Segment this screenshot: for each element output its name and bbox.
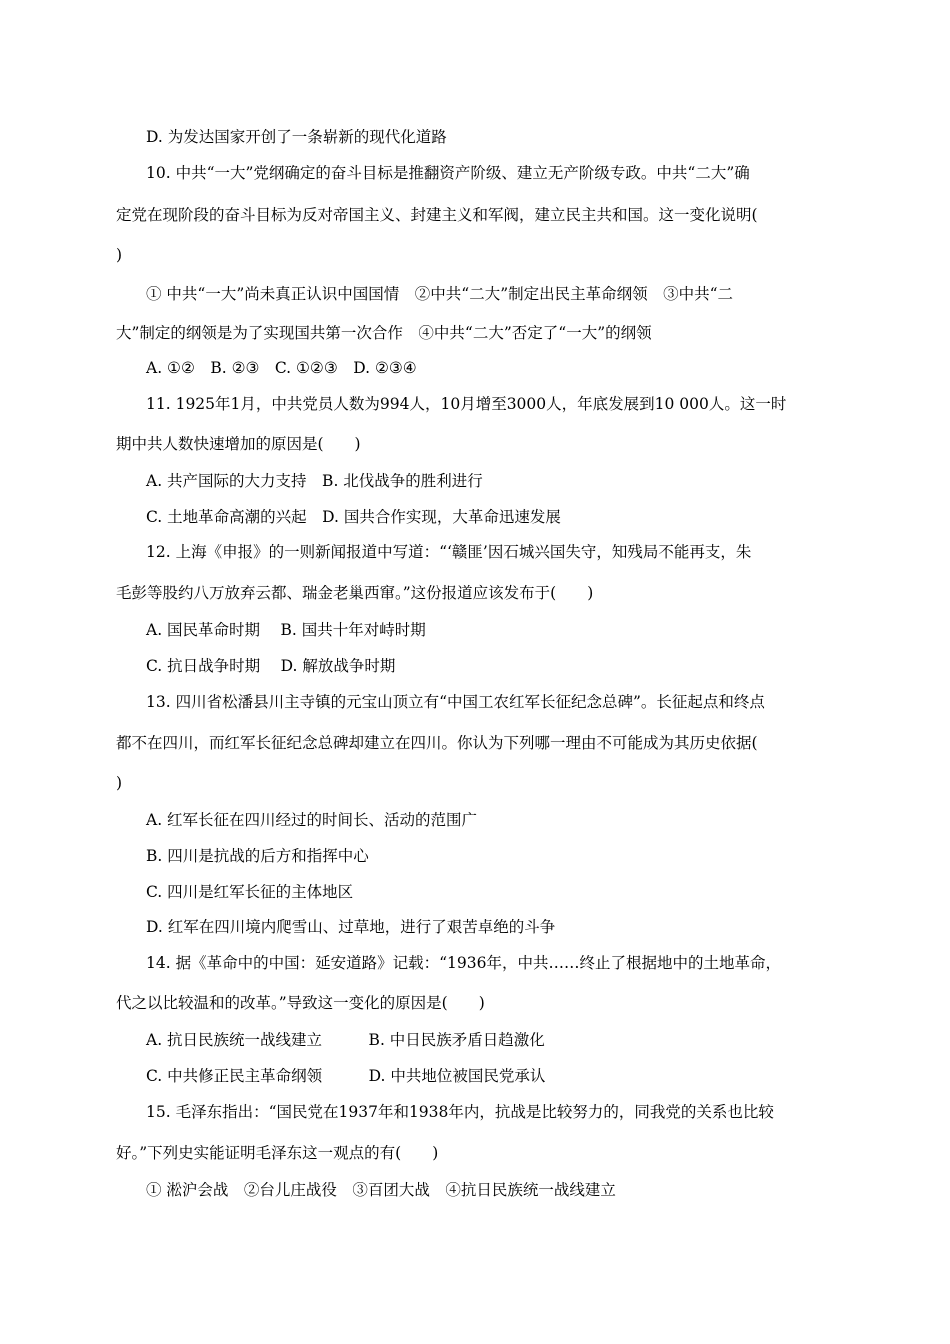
q10-stem-line-2: 定党在现阶段的奋斗目标为反对帝国主义、封建主义和军阀，建立民主共和国。这一变化说明( <box>116 206 758 224</box>
q13-option-d: D. 红军在四川境内爬雪山、过草地，进行了艰苦卓绝的斗争 <box>146 918 556 936</box>
q12-options-cd: C. 抗日战争时期 D. 解放战争时期 <box>146 657 396 675</box>
q13-option-c: C. 四川是红军长征的主体地区 <box>146 883 354 901</box>
q13-option-a: A. 红军长征在四川经过的时间长、活动的范围广 <box>146 811 478 829</box>
q15-stem-line-2: 好。”下列史实能证明毛泽东这一观点的有( ) <box>116 1144 439 1162</box>
q12-stem-line-1: 12. 上海《申报》的一则新闻报道中写道：“‘赣匪’因石城兴国失守，知残局不能再支，朱 <box>146 543 752 561</box>
q15-statements: ① 淞沪会战 ②台儿庄战役 ③百团大战 ④抗日民族统一战线建立 <box>146 1181 616 1199</box>
q13-stem-line-3: ) <box>116 774 123 792</box>
q10-options: A. ①② B. ②③ C. ①②③ D. ②③④ <box>146 359 417 377</box>
q11-stem-line-2: 期中共人数快速增加的原因是( ) <box>116 435 361 453</box>
q10-stem-line-1: 10. 中共“一大”党纲确定的奋斗目标是推翻资产阶级、建立无产阶级专政。中共“二大”确 <box>146 164 750 182</box>
q12-options-ab: A. 国民革命时期 B. 国共十年对峙时期 <box>146 621 426 639</box>
q13-option-b: B. 四川是抗战的后方和指挥中心 <box>146 847 369 865</box>
q13-stem-line-2: 都不在四川，而红军长征纪念总碑却建立在四川。你认为下列哪一理由不可能成为其历史依据( <box>116 734 758 752</box>
q14-stem-line-2: 代之以比较温和的改革。”导致这一变化的原因是( ) <box>116 994 485 1012</box>
q13-stem-line-1: 13. 四川省松潘县川主寺镇的元宝山顶立有“中国工农红军长征纪念总碑”。长征起点和终点 <box>146 693 765 711</box>
q12-stem-line-2: 毛彭等股约八万放弃云都、瑞金老巢西窜。”这份报道应该发布于( ) <box>116 584 594 602</box>
q15-stem-line-1: 15. 毛泽东指出：“国民党在1937年和1938年内，抗战是比较努力的，同我党的关系也比较 <box>146 1103 774 1121</box>
q14-stem-line-1: 14. 据《革命中的中国：延安道路》记载：“1936年，中共……终止了根据地中的土地革命， <box>146 954 781 972</box>
q14-options-ab: A. 抗日民族统一战线建立 B. 中日民族矛盾日趋激化 <box>146 1031 545 1049</box>
q11-stem-line-1: 11. 1925年1月，中共党员人数为994人，10月增至3000人，年底发展到10 000人。这一时 <box>146 395 787 413</box>
q9-option-d: D. 为发达国家开创了一条崭新的现代化道路 <box>146 128 447 146</box>
q14-options-cd: C. 中共修正民主革命纲领 D. 中共地位被国民党承认 <box>146 1067 546 1085</box>
q11-options-ab: A. 共产国际的大力支持 B. 北伐战争的胜利进行 <box>146 472 483 490</box>
q10-statements-line-1: ① 中共“一大”尚未真正认识中国国情 ②中共“二大”制定出民主革命纲领 ③中共“二 <box>146 285 734 303</box>
q10-statements-line-2: 大”制定的纲领是为了实现国共第一次合作 ④中共“二大”否定了“一大”的纲领 <box>116 324 652 342</box>
q11-options-cd: C. 土地革命高潮的兴起 D. 国共合作实现，大革命迅速发展 <box>146 508 561 526</box>
q10-stem-line-3: ) <box>116 246 123 264</box>
